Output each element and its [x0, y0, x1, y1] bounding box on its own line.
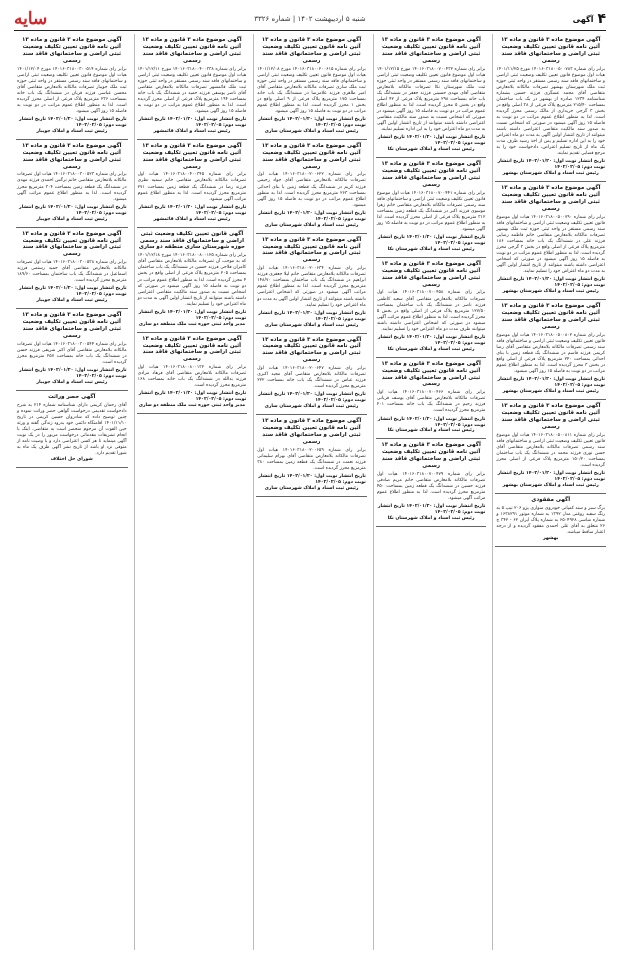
ad-title: آگهی موضوع ماده ۳ قانون و ماده ۱۳ آئین نامه قانون تعیین تکلیف وضعیت ثبتی اراضی و ساختمانهای فاقد سند رسمی [142, 37, 242, 64]
ad-body: برابر رای شماره ۱۴۰۱۶۰۳۱۸۰۰۴۰۰۳۴۵ هیات اول تصرفات مالکانه بلامعارض متقاضی خانم سمیه نظری فرزند رضا در ششدانگ یک قطعه زمین بمساحت ۲۷۱ مترمربع محرز گردیده است. لذا به منظور اطلاع عموم مراتب آگهی میشود. [137, 172, 247, 202]
ad-box [16, 140, 128, 228]
ad-sign: رئیس ثبت اسناد و املاک شهرستان نکا [387, 246, 475, 252]
ad-foot: تاریخ انتشار نوبت اول: ۱۴۰۲/۰۱/۲۰ تاریخ انتشار نوبت دوم: ۱۴۰۲/۰۲/۰۵ [377, 504, 486, 516]
ad-box [495, 400, 606, 494]
ad-body: برابر رای شماره ۱۴۰۱۶۰۳۱۸۰۰۷۰۰۴۷۹ هیات اول تصرفات مالکانه بلامعارض متقاضی خانم مریم صادقی فرزند حسین در ششدانگ یک قطعه زمین بمساحت ۴۵۰ مترمربع محرز گردیده است. لذا به منظور اطلاع عموم مراتب آگهی میشود. [376, 471, 486, 502]
ad-body: برابر رای شماره ۱۴۰۱۶۰۳۱۸۰۰۷۰۰۴۳۲ مورخ ۱۴۰۱/۱۲/۱۵ هیات اول موضوع قانون تعیین تکلیف وضعیت ثبتی اراضی و ساختمانهای فاقد سند رسمی مستقر در واحد ثبتی حوزه ثبت ملک شهرستان نکا تصرفات مالکانه بلامعارض متقاضی آقای مهدی حسینی فرزند جعفر در ششدانگ یک باب خانه بمساحت ۲۹۸ مترمربع پلاک فرعی از ۴۲ اصلی واقع در بخش ۵ محرز گردیده است. لذا به منظور اطلاع عموم مراتب در دو نوبت به فاصله ۱۵ روز آگهی میشود در صورتی که اشخاص نسبت به صدور سند مالکیت متقاضی اعتراضی داشته باشند میتوانند از تاریخ انتشار اولین آگهی به مدت دو ماه اعتراض خود را به این اداره تسلیم نمایند. [376, 66, 486, 133]
ad-title: آگهی موضوع ماده ۳ قانون و ماده ۱۳ آئین نامه قانون تعیین تکلیف وضعیت ثبتی اراضی و ساختمانهای فاقد سند رسمی [500, 37, 601, 64]
ad-title: آگهی موضوع ماده ۳ قانون و ماده ۱۳ آئین نامه قانون تعیین تکلیف وضعیت ثبتی اراضی و ساختمانهای فاقد سند رسمی [22, 312, 122, 339]
ad-title: آگهی موضوع ماده ۳ قانون و ماده ۱۳ آئین نامه قانون تعیین تکلیف وضعیت ثبتی اراضی و ساختمانهای فاقد سند رسمی [22, 230, 122, 258]
ad-foot: تاریخ انتشار نوبت اول: ۱۴۰۲/۰۱/۲۰ تاریخ انتشار نوبت دوم: ۱۴۰۲/۰۲/۰۵ [258, 310, 366, 322]
ad-foot: تاریخ انتشار نوبت اول: ۱۴۰۲/۰۱/۲۰ تاریخ انتشار نوبت دوم: ۱۴۰۲/۰۲/۰۵ [19, 117, 127, 128]
ad-body: برابر رای شماره ۱۴۰۱۶۰۳۱۸۰۰۳۰۰۵۱۴ مورخ ۱۴۰۱/۱۲/۰۴ هیات اول موضوع قانون تعیین تکلیف وضعیت ثبتی اراضی و ساختمانهای فاقد سند رسمی مستقر در واحد ثبتی حوزه ثبت ملک جویبار تصرفات مالکانه بلامعارض متقاضی آقای محسن عباسی فرزند قربان در ششدانگ یک باب خانه بمساحت ۲۳۶ مترمربع پلاک فرعی از اصلی محرز گردیده است. لذا به منظور اطلاع عموم مراتب در دو نوبت به فاصله ۱۵ روز آگهی میشود. [17, 66, 127, 114]
ad-box [137, 333, 248, 415]
ad-column [253, 34, 367, 950]
ad-body: برابر رای شماره ۱۴۰۱۶۰۳۱۸۰۰۸۰۰۱۲۵ مورخ ۱۴۰۱/۱۲/۱۸ که به موجب آن تصرفات مالکانه بلامعارض متقاضی آقای کامران فلاحی فرزند حسین در ششدانگ یک باب ساختمان بمساحت ۲۰۵ مترمربع پلاک فرعی از اصلی واقع در بخش ۴ محرز گردیده است. لذا به منظور اطلاع عموم مراتب در دو نوبت به فاصله ۱۵ روز آگهی میشود در صورتی که اشخاص نسبت به صدور سند مالکیت متقاضی اعتراضی داشته باشند میتوانند از تاریخ انتشار اولین آگهی به مدت دو ماه اعتراض خود را تسلیم نمایند. [137, 253, 247, 307]
ad-sign: رئیس ثبت اسناد و املاک شهرستان ساری [264, 404, 359, 410]
ad-foot: تاریخ انتشار نوبت اول: ۱۴۰۲/۰۱/۲۰ تاریخ انتشار نوبت دوم: ۱۴۰۲/۰۲/۰۵ [19, 286, 127, 298]
ad-title: آگهی حصر وراثت [48, 393, 96, 400]
ad-title: آگهی موضوع ماده ۳ قانون و ماده ۱۳ آئین نامه قانون تعیین تکلیف وضعیت ثبتی اراضی و ساختمانهای فاقد سند رسمی [381, 442, 481, 470]
ad-title: آگهی موضوع ماده ۳ قانون و ماده ۱۳ آئین نامه قانون تعیین تکلیف وضعیت ثبتی اراضی و ساختمانهای فاقد سند رسمی [261, 142, 362, 170]
ad-box [376, 358, 487, 440]
ad-box [16, 34, 128, 140]
ad-foot: تاریخ انتشار نوبت اول: ۱۴۰۲/۰۱/۲۰ تاریخ انتشار نوبت دوم: ۱۴۰۲/۰۲/۰۵ [138, 117, 247, 128]
ad-foot: تاریخ انتشار نوبت اول: ۱۴۰۲/۰۱/۲۰ تاریخ انتشار نوبت دوم: ۱۴۰۲/۰۲/۰۵ [138, 391, 247, 403]
ad-foot: تاریخ انتشار نوبت اول: ۱۴۰۲/۰۱/۲۰ تاریخ انتشار نوبت دوم: ۱۴۰۲/۰۲/۰۵ [377, 135, 486, 147]
ad-title: آگهی موضوع ماده ۳ قانون و ماده ۱۳ آئین نامه قانون تعیین تکلیف وضعیت ثبتی اراضی و ساختمانهای فاقد سند رسمی [22, 37, 122, 64]
ad-body: برابر رای شماره ۱۴۰۱۶۰۳۱۸۰۰۴۰۰۳۳۸ مورخ ۱۴۰۱/۱۲/۱۱ هیات اول موضوع قانون تعیین تکلیف وضعیت ثبتی اراضی و ساختمانهای فاقد سند رسمی مستقر در واحد ثبتی حوزه ثبت ملک قائمشهر تصرفات مالکانه بلامعارض متقاضی آقای ناصر یوسفی فرزند حمید در ششدانگ یک باب خانه بمساحت ۱۹۴ مترمربع پلاک فرعی از اصلی محرز گردیده است. لذا به منظور اطلاع عموم مراتب در دو نوبت به فاصله ۱۵ روز آگهی میشود. [137, 66, 247, 114]
ad-foot: تاریخ انتشار نوبت اول: ۱۴۰۲/۰۱/۲۰ تاریخ انتشار نوبت دوم: ۱۴۰۲/۰۲/۰۵ [19, 368, 127, 379]
page-number-block [573, 11, 606, 27]
ad-sign: رئیس ثبت اسناد و املاک قائمشهر [153, 128, 231, 134]
ad-foot: تاریخ انتشار نوبت اول: ۱۴۰۲/۰۱/۲۰ تاریخ انتشار نوبت دوم: ۱۴۰۲/۰۲/۰۵ [258, 117, 366, 128]
ad-title: آگهی موضوع ماده ۳ قانون و ماده ۱۳ آئین نامه قانون تعیین تکلیف وضعیت ثبتی اراضی و ساختمانهای فاقد سند رسمی [381, 360, 481, 388]
ad-foot: تاریخ انتشار نوبت اول: ۱۴۰۲/۰۱/۲۰ تاریخ انتشار نوبت دوم: ۱۴۰۲/۰۲/۰۵ [497, 277, 605, 289]
ad-box [495, 34, 606, 182]
ad-body: برابر رای شماره ۱۴۰۱۶۰۳۱۸۰۰۷۰۰۴۶۶ هیات اول تصرفات مالکانه بلامعارض متقاضی آقای یوسف قربانی فرزند رحیم در ششدانگ یک باب خانه بمساحت ۲۰۱ مترمربع محرز گردیده است. [376, 390, 486, 414]
ad-box [495, 182, 606, 300]
page-number: ۴ [597, 11, 606, 27]
ad-box [16, 391, 128, 468]
ad-box [137, 34, 248, 140]
ad-title: آگهی موضوع ماده ۳ قانون و ماده ۱۳ آئین نامه قانون تعیین تکلیف وضعیت ثبتی اراضی و ساختمانهای فاقد سند رسمی [142, 142, 242, 170]
ad-title: آگهی موضوع ماده ۳ قانون و ماده ۱۳ آئین نامه قانون تعیین تکلیف وضعیت ثبتی اراضی و ساختمانهای فاقد سند رسمی [261, 336, 362, 364]
ad-sign: رئیس ثبت اسناد و املاک جویبار [36, 216, 108, 222]
ad-body: برابر رای شماره ۱۴۰۱۶۰۳۱۸۰۰۵۰۰۷۸۳ مورخ ۱۴۰۱/۱۱/۲۵ هیات اول موضوع قانون تعیین تکلیف وضعیت ثبتی اراضی و ساختمانهای فاقد سند رسمی مستقر در واحد ثبتی حوزه ثبت ملک شهرستان بهشهر تصرفات مالکانه بلامعارض متقاضی آقای محمد عسگری فرزند حسین بشماره شناسنامه ۱۲۳۴ صادره از بهشهر در یک باب ساختمان بمساحت ۲۱۵/۴۰ مترمربع پلاک فرعی از ۳۸ اصلی واقع در بخش ۳ گرجی خریداری از مالک رسمی محرز گردیده است. لذا به منظور اطلاع عموم مراتب در دو نوبت به فاصله ۱۵ روز آگهی میشود در صورتی که اشخاص نسبت به صدور سند مالکیت متقاضی اعتراضی داشته باشند میتوانند از تاریخ انتشار اولین آگهی به مدت دو ماه اعتراض خود را به این اداره تسلیم و پس از اخذ رسید ظرف مدت یک ماه از تاریخ تسلیم اعتراض، دادخواست خود را به مرجع قضایی تقدیم نمایند. [496, 66, 606, 157]
ad-body: برابر رای شماره ۱۴۰۱۶۰۳۱۸۰۰۸۰۰۱۳۲ هیات اول تصرفات مالکانه بلامعارض متقاضی آقای فرهاد مرادی فرزند یدالله در ششدانگ یک باب خانه بمساحت ۱۶۸ مترمربع محرز گردیده است. [137, 365, 247, 389]
ad-body: برابر رای شماره ۱۴۰۱۶۰۳۱۸۰۰۷۰۰۴۴۱ هیات اول موضوع قانون تعیین تکلیف وضعیت ثبتی اراضی و ساختمانهای فاقد سند رسمی تصرفات مالکانه بلامعارض متقاضی خانم زهرا موسوی فرزند اکبر در ششدانگ یک قطعه زمین بمساحت ۳۱۲ مترمربع پلاک فرعی از اصلی محرز گردیده است. لذا به منظور اطلاع عموم مراتب در دو نوبت به فاصله ۱۵ روز آگهی میشود. [376, 190, 486, 232]
ad-box [256, 140, 367, 234]
ad-column [492, 34, 606, 950]
ad-sign: رئیس ثبت اسناد و املاک شهرستان نکا [387, 346, 475, 352]
ad-body: برابر رای شماره ۱۴۰۱۶۰۳۱۸۰۰۲۰۰۶۲۲ هیات اول تصرفات مالکانه بلامعارض متقاضی آقای جواد رحیمی فرزند کریم در ششدانگ یک قطعه زمین با بنای احداثی بمساحت ۲۶۳ مترمربع محرز گردیده است. لذا به منظور اطلاع عموم مراتب در دو نوبت به فاصله ۱۵ روز آگهی میشود. [257, 172, 366, 208]
ad-title: آگهی موضوع ماده ۳ قانون و ماده ۱۳ آئین نامه قانون تعیین تکلیف وضعیت ثبتی اراضی و ساختمانهای فاقد سند رسمی [142, 335, 242, 363]
ad-sign: رئیس ثبت اسناد و املاک شهرستان نکا [387, 147, 475, 153]
ad-sign: رئیس ثبت اسناد و املاک شهرستان بهشهر [502, 389, 599, 395]
ad-foot: تاریخ انتشار نوبت اول: ۱۴۰۲/۰۱/۲۰ تاریخ انتشار نوبت دوم: ۱۴۰۲/۰۲/۰۵ [19, 204, 127, 216]
ad-sign: رئیس ثبت اسناد و املاک شهرستان ساری [264, 222, 359, 228]
ad-body: برابر رای شماره ۱۴۰۱۶۰۳۱۸۰۰۲۰۰۶۴۷ هیات اول تصرفات مالکانه بلامعارض متقاضی آقای مجید اکبری فرزند عباس در ششدانگ یک باب خانه بمساحت ۲۲۲ مترمربع محرز گردیده است. [257, 366, 366, 390]
ad-body: برابر رای شماره ۱۴۰۱۶۰۳۱۸۰۰۳۰۰۵۴۴ هیات اول تصرفات مالکانه بلامعارض متقاضی آقای اکبر شریفی فرزند حسن در ششدانگ یک باب خانه بمساحت ۲۵۷ مترمربع محرز گردیده است. [17, 341, 127, 365]
ads-grid [14, 34, 606, 950]
section-label: آگهی [572, 14, 594, 24]
ad-box [495, 300, 606, 400]
ad-sign: شورای حل اختلاف [50, 457, 93, 463]
ad-sign: رئیس ثبت اسناد و املاک شهرستان بهشهر [502, 171, 599, 177]
ad-foot: تاریخ انتشار نوبت اول: ۱۴۰۲/۰۱/۲۰ تاریخ انتشار نوبت دوم: ۱۴۰۲/۰۲/۰۵ [497, 377, 605, 389]
ad-title: آگهی موضوع ماده ۳ قانون و ماده ۱۳ آئین نامه قانون تعیین تکلیف وضعیت ثبتی اراضی و ساختمانهای فاقد سند رسمی [381, 37, 481, 64]
ad-box [376, 158, 487, 258]
ad-box [16, 228, 128, 310]
ad-sign: رئیس ثبت اسناد و املاک شهرستان ساری [264, 485, 359, 491]
ad-title: آگهی مفقودی [531, 497, 571, 503]
ad-box [256, 415, 367, 497]
ad-sign: مدیر واحد ثبتی حوزه ثبت ملک منطقه دو ساری [138, 403, 246, 409]
ad-title: آگهی قانون تعیین تکلیف وضعیت ثبتی اراضی و ساختمانهای فاقد سند رسمی حوزه شهرستان ساری منطقه دو ساری [138, 230, 245, 251]
ad-foot: تاریخ انتشار نوبت اول: ۱۴۰۲/۰۱/۲۰ تاریخ انتشار نوبت دوم: ۱۴۰۲/۰۲/۰۵ [377, 334, 486, 346]
ad-body: برگ سبز و سند کمپانی خودروی سواری پژو ۲۰۶ تیپ ۵ به رنگ سفید روغنی مدل ۱۳۹۲ به شماره موتور ۱۶۳۸۲۹۱ و شماره شاسی ۶۵۰۴۹۲۸ به شماره پلاک ایران ۶۲ - ۳۴۲ ج ۲۶ متعلق به آقای علی احمدی مفقود گردیده و از درجه اعتبار ساقط میباشد. [496, 505, 606, 536]
ad-title: آگهی موضوع ماده ۳ قانون و ماده ۱۳ آئین نامه قانون تعیین تکلیف وضعیت ثبتی اراضی و ساختمانهای فاقد سند رسمی [500, 185, 601, 212]
ad-column [14, 34, 128, 950]
ad-column [373, 34, 487, 950]
ad-body: برابر رای شماره ۱۴۰۱۶۰۳۱۸۰۰۳۰۰۵۲۳ هیات اول تصرفات مالکانه بلامعارض متقاضی خانم نرگس احمدی فرزند مهدی در ششدانگ یک قطعه زمین بمساحت ۳۰۴ مترمربع محرز گردیده است. لذا به منظور اطلاع عموم مراتب آگهی میشود. [17, 172, 127, 202]
ad-body: برابر رای شماره ۱۴۰۱۶۰۳۱۸۰۰۲۰۰۶۱۵ مورخ ۱۴۰۱/۱۲/۰۸ هیات اول موضوع قانون تعیین تکلیف وضعیت ثبتی اراضی و ساختمانهای فاقد سند رسمی مستقر در واحد ثبتی حوزه ثبت ملک ساری تصرفات مالکانه بلامعارض متقاضی آقای امیر طاهری فرزند غلامرضا در ششدانگ یک باب خانه بمساحت ۱۷۵ مترمربع پلاک فرعی از ۹ اصلی واقع در بخش ۱ محرز گردیده است. لذا به منظور اطلاع عموم مراتب در دو نوبت به فاصله ۱۵ روز آگهی میشود. [257, 66, 366, 114]
ad-sign: مدیر واحد ثبتی حوزه ثبت ملک منطقه دو ساری [138, 321, 246, 327]
ad-sign: بهشهر [543, 536, 559, 542]
ad-box [16, 309, 128, 391]
page-header [14, 8, 606, 31]
ad-box [137, 140, 248, 228]
ad-sign: رئیس ثبت اسناد و املاک جویبار [36, 379, 108, 385]
ad-sign: رئیس ثبت اسناد و املاک جویبار [36, 128, 108, 134]
ad-foot: تاریخ انتشار نوبت اول: ۱۴۰۲/۰۱/۲۰ تاریخ انتشار نوبت دوم: ۱۴۰۲/۰۲/۰۵ [258, 473, 366, 485]
issue-info: شنبه ۵ اردیبهشت ۱۴۰۲ | شماره ۳۳۲۶ [254, 15, 366, 23]
ad-body: برابر رای شماره ۱۴۰۱۶۰۳۱۸۰۰۲۰۰۶۳۴ هیات اول تصرفات مالکانه بلامعارض متقاضی خانم لیلا جعفری فرزند ابراهیم در ششدانگ یک باب ساختمان بمساحت ۱۴۸/۷۰ مترمربع محرز گردیده است. لذا به منظور اطلاع عموم مراتب آگهی میشود در صورتی که اشخاص اعتراضی داشته باشند میتوانند از تاریخ انتشار اولین آگهی به مدت دو ماه اعتراض خود را تسلیم نمایند. [257, 266, 366, 308]
ad-box [256, 334, 367, 416]
ad-sign: رئیس ثبت اسناد و املاک جویبار [36, 298, 108, 304]
ad-box [256, 34, 367, 140]
ad-title: آگهی موضوع ماده ۳ قانون و ماده ۱۳ آئین نامه قانون تعیین تکلیف وضعیت ثبتی اراضی و ساختمانهای فاقد سند رسمی [261, 236, 362, 264]
ad-foot: تاریخ انتشار نوبت اول: ۱۴۰۲/۰۱/۲۰ تاریخ انتشار نوبت دوم: ۱۴۰۲/۰۲/۰۵ [138, 309, 247, 321]
ad-title: آگهی موضوع ماده ۳ قانون و ماده ۱۳ آئین نامه قانون تعیین تکلیف وضعیت ثبتی اراضی و ساختمانهای فاقد سند رسمی [381, 260, 481, 288]
ad-foot: تاریخ انتشار نوبت اول: ۱۴۰۲/۰۱/۲۰ تاریخ انتشار نوبت دوم: ۱۴۰۲/۰۲/۰۵ [497, 159, 605, 171]
ad-title: آگهی موضوع ماده ۳ قانون و ماده ۱۳ آئین نامه قانون تعیین تکلیف وضعیت ثبتی اراضی و ساختمانهای فاقد سند رسمی [500, 403, 601, 430]
ad-box [137, 228, 248, 333]
ad-title: آگهی موضوع ماده ۳ قانون و ماده ۱۳ آئین نامه قانون تعیین تکلیف وضعیت ثبتی اراضی و ساختمانهای فاقد سند رسمی [261, 418, 362, 445]
ad-sign: رئیس ثبت اسناد و املاک شهرستان نکا [387, 516, 475, 522]
ad-column [134, 34, 248, 950]
ad-foot: تاریخ انتشار نوبت اول: ۱۴۰۲/۰۱/۲۰ تاریخ انتشار نوبت دوم: ۱۴۰۲/۰۲/۰۵ [138, 204, 247, 216]
ad-box [256, 234, 367, 334]
newspaper-logo: سایه [14, 9, 48, 29]
ad-foot: تاریخ انتشار نوبت اول: ۱۴۰۲/۰۱/۲۰ تاریخ انتشار نوبت دوم: ۱۴۰۲/۰۲/۰۵ [377, 235, 486, 246]
ad-body: برابر رای شماره ۱۴۰۱۶۰۳۱۸۰۰۳۰۰۵۳۸ هیات اول تصرفات مالکانه بلامعارض متقاضی آقای حمید رستمی فرزند اسماعیل در ششدانگ یک باب ساختمان بمساحت ۱۸۹/۶۰ مترمربع محرز گردیده است. [17, 260, 127, 284]
ad-sign: رئیس ثبت اسناد و املاک شهرستان بهشهر [502, 289, 599, 295]
ad-body: برابر رای شماره ۱۴۰۱۶۰۳۱۸۰۰۷۰۰۴۵۸ هیات اول تصرفات مالکانه بلامعارض متقاضی آقای سعید کاظمی فرزند ناصر در ششدانگ یک باب ساختمان بمساحت ۱۲۷/۵۰ مترمربع پلاک فرعی از اصلی واقع در بخش ۵ محرز گردیده است. لذا به منظور اطلاع عموم مراتب آگهی میشود در صورتی که اشخاص اعتراضی داشته باشند میتوانند ظرف مدت دو ماه اعتراض خود را تسلیم نمایند. [376, 290, 486, 332]
ad-title: آگهی موضوع ماده ۳ قانون و ماده ۱۳ آئین نامه قانون تعیین تکلیف وضعیت ثبتی اراضی و ساختمانهای فاقد سند رسمی [500, 303, 601, 330]
ad-foot: تاریخ انتشار نوبت اول: ۱۴۰۲/۰۱/۲۰ تاریخ انتشار نوبت دوم: ۱۴۰۲/۰۲/۰۵ [377, 416, 486, 428]
ad-sign: رئیس ثبت اسناد و املاک شهرستان ساری [264, 322, 359, 328]
ad-body: برابر رای شماره ۱۴۰۱۶۰۳۱۸۰۰۵۰۰۸۰۲ هیات اول موضوع قانون تعیین تکلیف وضعیت ثبتی اراضی و ساختمانهای فاقد سند رسمی تصرفات مالکانه بلامعارض متقاضی آقای رضا کریمی فرزند قاسم در ششدانگ یک قطعه زمین با بنای احداثی بمساحت ۲۴۰ مترمربع پلاک فرعی از اصلی واقع در بخش ۳ محرز گردیده است. لذا به منظور اطلاع عموم مراتب در دو نوبت به فاصله ۱۵ روز آگهی میشود. [496, 332, 605, 375]
ad-box [376, 34, 487, 158]
ad-body: برابر رای شماره ۱۴۰۱۶۰۳۱۸۰۰۵۰۰۸۱۱ هیات اول موضوع قانون تعیین تکلیف وضعیت ثبتی اراضی و ساختمانهای فاقد سند رسمی تصرفات مالکانه بلامعارض متقاضی آقای حسن نوری فرزند محمد در ششدانگ یک باب ساختمان بمساحت ۱۵۰/۲۰ مترمربع پلاک فرعی از اصلی محرز گردیده است. [496, 432, 605, 469]
ad-title: آگهی موضوع ماده ۳ قانون و ماده ۱۳ آئین نامه قانون تعیین تکلیف وضعیت ثبتی اراضی و ساختمانهای فاقد سند رسمی [381, 161, 481, 188]
ad-title: آگهی موضوع ماده ۳ قانون و ماده ۱۳ آئین نامه قانون تعیین تکلیف وضعیت ثبتی اراضی و ساختمانهای فاقد سند رسمی [22, 142, 122, 170]
ad-foot: تاریخ انتشار نوبت اول: ۱۴۰۲/۰۱/۲۰ تاریخ انتشار نوبت دوم: ۱۴۰۲/۰۲/۰۵ [497, 471, 605, 483]
ad-box [376, 439, 487, 527]
ad-body: برابر رای شماره ۱۴۰۱۶۰۳۱۸۰۰۵۰۰۷۹۰ هیات اول موضوع قانون تعیین تکلیف وضعیت ثبتی اراضی و ساختمانهای فاقد سند رسمی مستقر در واحد ثبتی حوزه ثبت ملک بهشهر تصرفات مالکانه بلامعارض متقاضی خانم فاطمه رضایی فرزند علی در ششدانگ یک باب خانه بمساحت ۱۸۶ مترمربع پلاک فرعی از اصلی واقع در بخش ۳ گرجی محرز گردیده است. لذا به منظور اطلاع عموم مراتب در دو نوبت به فاصله ۱۵ روز آگهی میشود در صورتی که اشخاص اعتراضی داشته باشند میتوانند از تاریخ انتشار اولین آگهی به مدت دو ماه اعتراض خود را تسلیم نمایند. [496, 214, 605, 275]
ad-body: آقای رحمان کریمی دارای شناسنامه شماره ۲۱۴ به شرح دادخواست تقدیمی درخواست گواهی حصر وراثت نموده و چنین توضیح داده که شادروان حسین کریمی در تاریخ ۱۴۰۱/۱۱/۱۰ اقامتگاه دائمی خود بدرود زندگی گفته و ورثه حین الفوت آن مرحوم منحصر است به متقاضی. اینک با انجام تشریفات مقدماتی درخواست مزبور را در یک نوبت آگهی مینماید تا هر کسی اعتراضی دارد و یا وصیت نامه از متوفی نزد او باشد از تاریخ نشر آگهی ظرف یک ماه به شورا تقدیم دارد. [17, 402, 127, 457]
ad-sign: رئیس ثبت اسناد و املاک شهرستان بهشهر [502, 483, 599, 489]
ad-sign: رئیس ثبت اسناد و املاک شهرستان ساری [264, 128, 359, 134]
ad-sign: رئیس ثبت اسناد و املاک قائمشهر [153, 216, 231, 222]
ad-sign: رئیس ثبت اسناد و املاک شهرستان نکا [387, 428, 475, 434]
ad-box [495, 494, 606, 547]
ad-box [376, 258, 487, 358]
ad-title: آگهی موضوع ماده ۳ قانون و ماده ۱۳ آئین نامه قانون تعیین تکلیف وضعیت ثبتی اراضی و ساختمانهای فاقد سند رسمی [261, 37, 362, 64]
ad-foot: تاریخ انتشار نوبت اول: ۱۴۰۲/۰۱/۲۰ تاریخ انتشار نوبت دوم: ۱۴۰۲/۰۲/۰۵ [258, 392, 366, 404]
ad-foot: تاریخ انتشار نوبت اول: ۱۴۰۲/۰۱/۲۰ تاریخ انتشار نوبت دوم: ۱۴۰۲/۰۲/۰۵ [258, 210, 366, 222]
ad-body: برابر رای شماره ۱۴۰۱۶۰۳۱۸۰۰۲۰۰۶۵۹ هیات اول تصرفات مالکانه بلامعارض متقاضی آقای بهرام سلیمانی فرزند نعمت در ششدانگ یک قطعه زمین بمساحت ۳۸۰ مترمربع محرز گردیده است. [257, 447, 366, 471]
